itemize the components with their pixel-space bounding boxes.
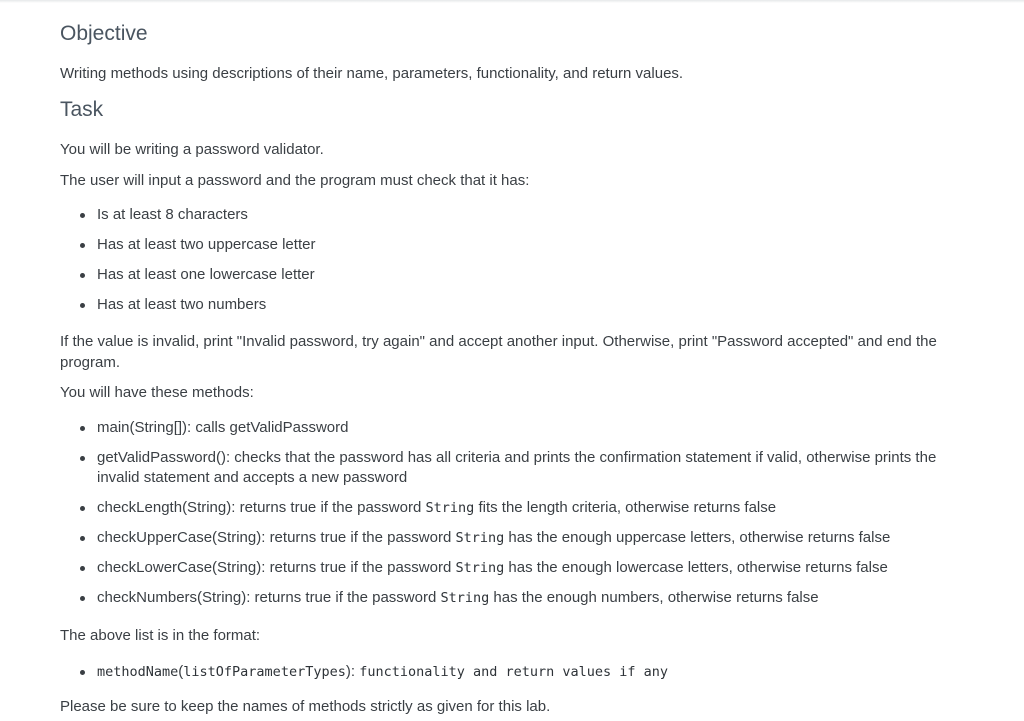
bullet-icon <box>80 506 85 511</box>
bullet-icon <box>80 273 85 278</box>
task-intro-1: You will be writing a password validator. <box>60 141 324 158</box>
method-item-checklength: checkLength(String): returns true if the password String fits the length criteria, otherwise returns false <box>60 498 960 518</box>
format-intro: The above list is in the format: <box>60 627 261 644</box>
objective-heading: Objective <box>60 22 148 45</box>
invalid-instructions: If the value is invalid, print "Invalid password, try again" and accept another input. Otherwise, print "Password accepted" and end the program. <box>60 333 937 371</box>
bullet-icon <box>80 536 85 541</box>
methods-list <box>60 418 960 608</box>
method-item-getvalidpassword: getValidPassword(): checks that the password has all criteria and prints the confirmation statement if valid, otherwise prints the invalid statement and accepts a new password <box>60 448 960 488</box>
task-heading: Task <box>60 98 104 121</box>
task-intro-2: The user will input a password and the program must check that it has: <box>60 172 530 189</box>
bullet-icon <box>80 213 85 218</box>
criteria-list <box>60 205 960 315</box>
code-string: String <box>455 530 505 546</box>
bullet-icon <box>80 303 85 308</box>
objective-text: Writing methods using descriptions of their name, parameters, functionality, and return values. <box>60 65 684 82</box>
format-method-name: methodName <box>97 664 179 680</box>
bullet-icon <box>80 670 85 675</box>
code-string: String <box>440 590 490 606</box>
method-item-checklowercase: checkLowerCase(String): returns true if the password String has the enough lowercase letters, otherwise returns false <box>60 558 960 578</box>
format-parameter-types: listOfParameterTypes <box>183 664 346 680</box>
methods-intro: You will have these methods: <box>60 384 254 401</box>
bullet-icon <box>80 426 85 431</box>
bullet-icon <box>80 243 85 248</box>
top-divider <box>0 0 1024 3</box>
closing-note: Please be sure to keep the names of methods strictly as given for this lab. <box>60 698 551 715</box>
method-item-main: main(String[]): calls getValidPassword <box>60 418 960 438</box>
bullet-icon <box>80 456 85 461</box>
list-item: Has at least one lowercase letter <box>60 265 960 285</box>
list-item: Has at least two numbers <box>60 295 960 315</box>
format-list <box>60 662 960 682</box>
format-item: methodName(listOfParameterTypes): functionality and return values if any <box>60 662 960 682</box>
bullet-icon <box>80 566 85 571</box>
method-item-checknumbers: checkNumbers(String): returns true if the password String has the enough numbers, otherwise returns false <box>60 588 960 608</box>
method-item-checkuppercase: checkUpperCase(String): returns true if the password String has the enough uppercase letters, otherwise returns false <box>60 528 960 548</box>
format-functionality: functionality and return values if any <box>359 664 669 680</box>
code-string: String <box>455 560 505 576</box>
bullet-icon <box>80 596 85 601</box>
list-item: Has at least two uppercase letter <box>60 235 960 255</box>
list-item: Is at least 8 characters <box>60 205 960 225</box>
code-string: String <box>425 500 475 516</box>
